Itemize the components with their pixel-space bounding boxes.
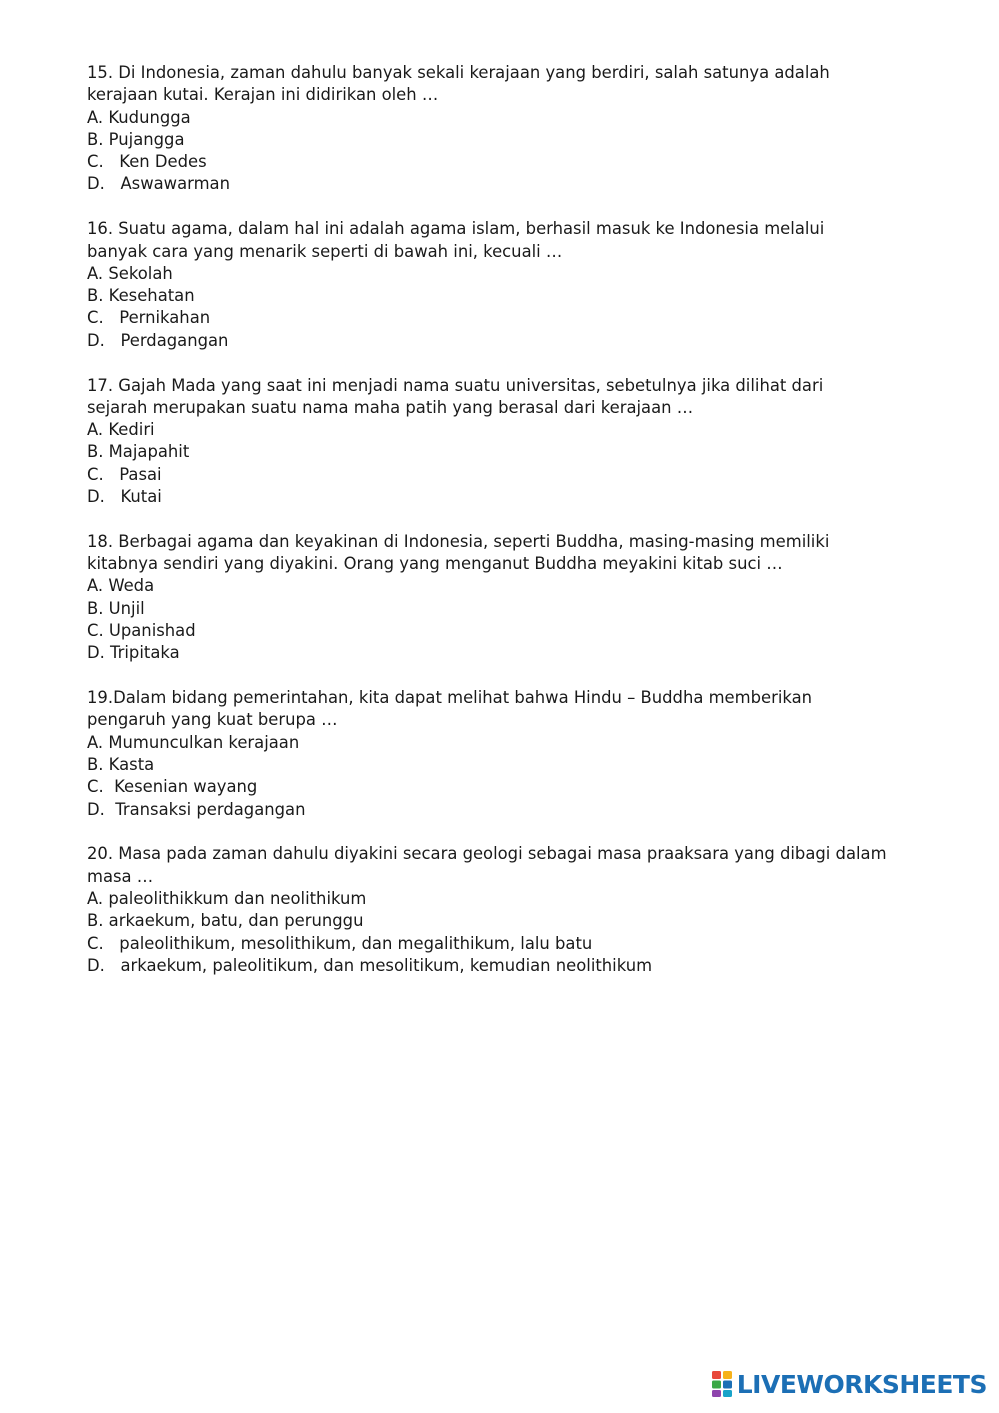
- question-text: 17. Gajah Mada yang saat ini menjadi nama suatu universitas, sebetulnya jika dilihat dari sejarah merupakan suatu nama maha patih yang berasal dari kerajaan …: [87, 375, 824, 417]
- question-16: [87, 218, 887, 352]
- option-d[interactable]: D. Perdagangan: [87, 330, 229, 350]
- option-d[interactable]: D. Tripitaka: [87, 643, 180, 663]
- option-b[interactable]: B. Unjil: [87, 598, 145, 618]
- liveworksheets-logo-icon: [711, 1370, 733, 1398]
- option-a[interactable]: A. Sekolah: [87, 263, 173, 283]
- question-text: 18. Berbagai agama dan keyakinan di Indonesia, seperti Buddha, masing-masing memiliki kitabnya sendiri yang diyakini. Orang yang menganut Buddha meyakini kitab suci …: [87, 531, 830, 574]
- liveworksheets-brand[interactable]: [711, 1369, 987, 1399]
- option-b[interactable]: B. Kasta: [87, 755, 155, 775]
- option-a[interactable]: A. Kediri: [87, 420, 155, 440]
- question-20: [87, 843, 887, 977]
- option-a[interactable]: A. Mumunculkan kerajaan: [87, 732, 300, 752]
- brand-name: LIVEWORKSHEETS: [736, 1369, 987, 1399]
- question-text: 16. Suatu agama, dalam hal ini adalah agama islam, berhasil masuk ke Indonesia melalui banyak cara yang menarik seperti di bawah ini, kecuali …: [87, 219, 825, 261]
- option-d[interactable]: D. Aswawarman: [87, 174, 230, 194]
- option-b[interactable]: B. Majapahit: [87, 442, 190, 462]
- question-text: 19.Dalam bidang pemerintahan, kita dapat melihat bahwa Hindu – Buddha memberikan pengaruh yang kuat berupa …: [87, 688, 813, 730]
- option-a[interactable]: A. paleolithikkum dan neolithikum: [87, 889, 367, 908]
- worksheet: [87, 62, 887, 1000]
- option-a[interactable]: A. Kudungga: [87, 107, 191, 127]
- question-15: [87, 62, 887, 196]
- question-18: [87, 531, 887, 665]
- option-a[interactable]: A. Weda: [87, 576, 155, 596]
- option-c[interactable]: C. Ken Dedes: [87, 152, 207, 172]
- question-17: [87, 375, 887, 509]
- option-c[interactable]: C. Pasai: [87, 464, 162, 484]
- option-b[interactable]: B. Kesehatan: [87, 286, 195, 306]
- option-c[interactable]: C. Kesenian wayang: [87, 777, 258, 797]
- question-text: 15. Di Indonesia, zaman dahulu banyak sekali kerajaan yang berdiri, salah satunya adalah kerajaan kutai. Kerajan ini didirikan oleh …: [87, 63, 830, 105]
- option-d[interactable]: D. Kutai: [87, 487, 162, 507]
- option-d[interactable]: D. arkaekum, paleolitikum, dan mesolitikum, kemudian neolithikum: [87, 955, 653, 975]
- option-d[interactable]: D. Transaksi perdagangan: [87, 799, 306, 819]
- option-b[interactable]: B. Pujangga: [87, 129, 185, 149]
- option-b[interactable]: B. arkaekum, batu, dan perunggu: [87, 911, 364, 931]
- question-19: [87, 687, 887, 821]
- option-c[interactable]: C. paleolithikum, mesolithikum, dan megalithikum, lalu batu: [87, 933, 593, 953]
- question-text: 20. Masa pada zaman dahulu diyakini secara geologi sebagai masa praaksara yang dibagi dalam masa …: [87, 844, 887, 886]
- option-c[interactable]: C. Pernikahan: [87, 308, 211, 328]
- option-c[interactable]: C. Upanishad: [87, 621, 196, 641]
